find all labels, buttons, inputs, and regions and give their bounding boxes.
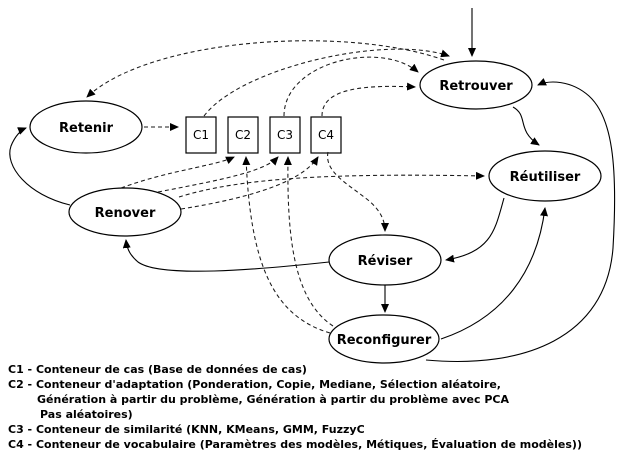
c1-label: C1 xyxy=(192,128,210,142)
node-reutiliser xyxy=(489,151,601,201)
node-renover xyxy=(69,188,181,236)
edge-reconfigurer-to-reutiliser xyxy=(441,208,545,339)
edge-reviser-to-renover xyxy=(126,240,329,271)
reviser-label: Réviser xyxy=(357,254,413,269)
edge-c3-to-retrouver-dashed xyxy=(284,57,418,116)
legend-line-c2: C2 - Conteneur d'adaptation (Ponderation, Copie, Mediane, Sélection aléatoire, xyxy=(8,378,501,391)
node-retrouver xyxy=(420,61,532,109)
container-c1 xyxy=(186,117,216,153)
retenir-label: Retenir xyxy=(59,121,113,136)
edge-c1-to-retrouver-dashed xyxy=(204,49,449,116)
node-reconfigurer xyxy=(329,315,439,363)
legend-line-c4: C4 - Conteneur de vocabulaire (Paramètres des modèles, Métiques, Évaluation de modèles)) xyxy=(8,438,582,451)
edge-c4-to-reviser-dashed xyxy=(328,152,385,231)
c4-label: C4 xyxy=(317,128,335,142)
edge-reconfigurer-to-c3-dashed xyxy=(288,157,333,326)
node-retenir xyxy=(30,101,142,153)
edge-reutiliser-to-reviser xyxy=(446,198,504,260)
legend-line-c2-cont1: Génération à partir du problème, Génération à partir du problème avec PCA xyxy=(37,393,509,406)
edge-retrouver-to-reutiliser xyxy=(513,107,539,145)
edge-renover-to-c2-dashed xyxy=(121,157,234,188)
node-reviser xyxy=(329,235,441,285)
retrouver-label: Retrouver xyxy=(439,79,513,94)
legend xyxy=(8,363,582,451)
container-c4 xyxy=(311,117,341,153)
legend-line-c3: C3 - Conteneur de similarité (KNN, KMeans, GMM, FuzzyC xyxy=(8,423,365,436)
renover-label: Renover xyxy=(94,206,156,221)
reutiliser-label: Réutiliser xyxy=(509,170,581,185)
reconfigurer-label: Reconfigurer xyxy=(336,333,432,348)
c2-label: C2 xyxy=(234,128,252,142)
container-c3 xyxy=(270,117,300,153)
edge-renover-to-reutiliser-dashed xyxy=(179,175,484,197)
legend-line-c2-cont2: Pas aléatoires) xyxy=(40,408,133,421)
edge-reconfigurer-to-retrouver xyxy=(426,82,615,361)
edge-retrouver-to-retenir-dashed xyxy=(87,41,444,97)
edge-c4-to-retrouver-dashed xyxy=(322,86,415,116)
container-c2 xyxy=(228,117,258,153)
legend-line-c1: C1 - Conteneur de cas (Base de données de cas) xyxy=(8,363,307,376)
c3-label: C3 xyxy=(276,128,294,142)
